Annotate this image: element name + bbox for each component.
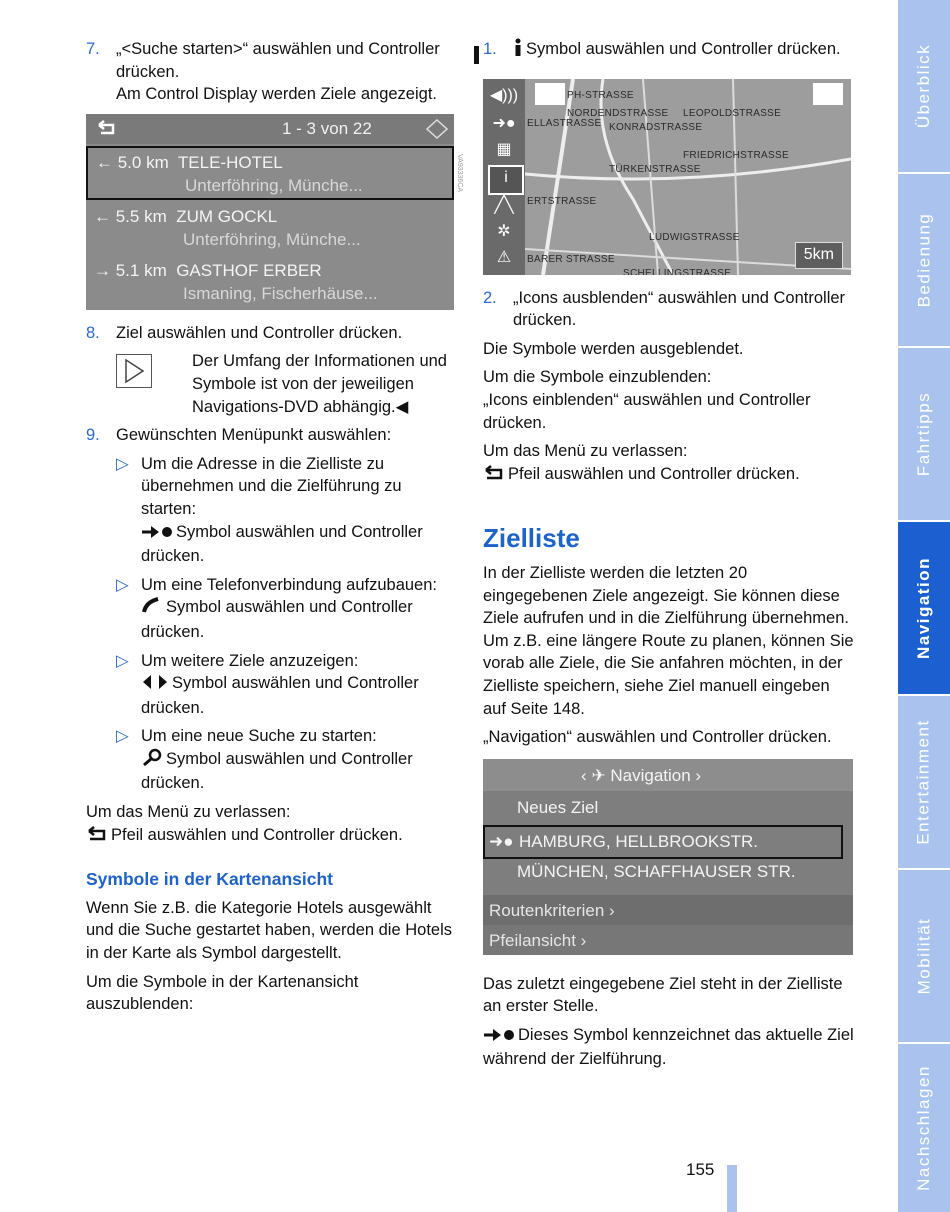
map-screenshot <box>483 79 851 275</box>
back-arrow-icon <box>483 465 505 488</box>
tab-mobilitaet[interactable]: Mobilität <box>898 870 950 1044</box>
step-7 <box>86 38 458 106</box>
route-icon[interactable]: ➜● <box>492 114 516 132</box>
note <box>116 350 458 418</box>
bullet-triangle-icon: ▷ <box>116 454 129 473</box>
section-heading: Zielliste <box>483 523 580 554</box>
navigation-menu-screenshot <box>483 759 853 955</box>
screen-header <box>86 114 454 144</box>
step-number: 8. <box>86 323 100 342</box>
destination-name: TELE-HOTEL <box>177 152 283 172</box>
map-scale: 5km <box>795 242 843 269</box>
destination-place: Ismaning, Fischerhäuse... <box>183 283 378 303</box>
page-number: 155 <box>686 1160 715 1179</box>
chapter-tabs <box>898 0 950 1212</box>
street-label: KONRADSTRASSE <box>609 121 703 133</box>
result-row-2[interactable] <box>86 202 454 256</box>
info-icon <box>513 38 523 63</box>
option-text: Um eine Telefonverbindung aufzubauen: <box>141 575 437 594</box>
step-8 <box>86 322 458 345</box>
option-action: Symbol auswählen und Controller drücken. <box>141 749 413 793</box>
step-text: Symbol auswählen und Controller drücken. <box>526 40 841 58</box>
bullet-triangle-icon: ▷ <box>116 651 129 670</box>
bullet-triangle-icon: ▷ <box>116 727 129 746</box>
step-text: Ziel auswählen und Controller drücken. <box>116 323 403 342</box>
option-text: Um die Adresse in die Zielliste zu übernehmen und die Zielführung zu starten: <box>141 454 402 518</box>
paragraph: „Navigation“ auswählen und Controller drücken. <box>483 728 832 747</box>
route-start-icon <box>141 523 173 546</box>
street-label: PH-STRASSE <box>567 89 634 101</box>
map-icon-bar <box>483 79 525 275</box>
street-label: LEOPOLDSTRASSE <box>683 107 782 119</box>
destination-name: GASTHOF ERBER <box>176 260 322 280</box>
destination-place: Unterföhring, Münche... <box>183 229 361 249</box>
paragraph: Die Symbole werden ausgeblendet. <box>483 339 744 358</box>
search-icon <box>141 748 163 773</box>
change-marker <box>474 46 479 64</box>
back-button[interactable] <box>535 83 565 105</box>
result-row-1[interactable] <box>86 146 454 200</box>
street-label: LUDWIGSTRASSE <box>649 231 740 243</box>
street-label: FRIEDRICHSTRASSE <box>683 149 789 161</box>
speaker-icon[interactable]: ◀))) <box>489 86 519 104</box>
step-text: Gewünschten Menüpunkt auswählen: <box>116 426 392 445</box>
compass-icon <box>426 119 448 146</box>
exit-instruction: Um das Menü zu verlassen: Pfeil auswählen und Controller drücken. <box>483 440 855 487</box>
menu-item-route-criteria[interactable]: Routenkriterien › <box>483 895 853 925</box>
menu-title: Navigation <box>610 765 691 785</box>
option-new-search <box>86 725 458 795</box>
destination-name: ZUM GOCKL <box>176 206 278 226</box>
poi-icon[interactable]: ✲ <box>497 222 511 240</box>
street-label: SCHELLINGSTRASSE <box>623 267 732 275</box>
tab-fahrtipps[interactable]: Fahrtipps <box>898 348 950 522</box>
compass-button[interactable] <box>813 83 843 105</box>
step-number: 7. <box>86 40 100 58</box>
paragraph: In der Zielliste werden die letzten 20 eingegebenen Ziele angezeigt. Sie können diese Ziele aufrufen und in die Zielführung übernehmen. Um z.B. eine längere Route zu planen, können Sie vorab alle Ziele, die Sie anfahren möchten, in der Zielliste speichern, siehe Ziel manuell eingeben auf Seite 148. <box>483 563 854 718</box>
result-row-3[interactable] <box>86 256 454 310</box>
destination-results-screenshot <box>86 114 463 310</box>
paragraph: Um die Symbole in der Kartenansicht auszublenden: <box>86 972 359 1014</box>
paragraph: Dieses Symbol kennzeichnet das aktuelle Ziel während der Zielführung. <box>483 1025 854 1069</box>
menu-item-arrow-view[interactable]: Pfeilansicht › <box>483 925 853 955</box>
step-1 <box>483 38 855 63</box>
option-adopt-address <box>86 453 458 568</box>
paragraph: Wenn Sie z.B. die Kategorie Hotels ausgewählt und die Suche gestartet haben, werden die Hotels in der Karte als Symbol dargestellt. <box>86 898 452 963</box>
map-view-icon[interactable]: ▦ <box>496 140 512 158</box>
screen-header: ‹ ✈ Navigation › <box>483 759 853 791</box>
option-text: Um eine neue Suche zu starten: <box>141 727 377 746</box>
note-icon <box>116 354 152 388</box>
step-subtext: Am Control Display werden Ziele angezeigt. <box>116 85 437 104</box>
menu-item-hamburg[interactable]: ➜● HAMBURG, HELLBROOKSTR. <box>483 825 843 859</box>
tab-ueberblick[interactable]: Überblick <box>898 0 950 174</box>
tab-nachschlagen[interactable]: Nachschlagen <box>914 1065 933 1191</box>
menu-item-muenchen[interactable]: MÜNCHEN, SCHAFFHAUSER STR. <box>517 861 796 881</box>
info-icon[interactable]: i <box>488 165 524 195</box>
option-phone <box>86 574 458 644</box>
warning-icon[interactable]: ⚠ <box>496 248 512 266</box>
step-9 <box>86 424 458 447</box>
route-start-icon <box>483 1026 515 1049</box>
option-action: Symbol auswählen und Controller drücken. <box>141 522 423 566</box>
exit-instruction: Um das Menü zu verlassen: Pfeil auswählen und Controller drücken. <box>86 801 458 848</box>
tab-entertainment[interactable]: Entertainment <box>898 696 950 870</box>
traffic-icon[interactable]: ╱╲ <box>494 196 514 214</box>
distance: → 5.1 km <box>94 260 167 280</box>
left-column <box>86 38 463 1022</box>
phone-icon <box>141 596 163 621</box>
right-column <box>483 38 855 1077</box>
distance: ← 5.5 km <box>94 206 167 226</box>
step-2 <box>483 287 855 332</box>
option-text: Um weitere Ziele anzuzeigen: <box>141 651 359 670</box>
section-subheading: Symbole in der Kartenansicht <box>86 869 334 890</box>
street-label: BARER STRASSE <box>527 253 615 265</box>
option-action: Symbol auswählen und Controller drücken. <box>141 598 413 641</box>
step-text: „Icons ausblenden“ auswählen und Controller drücken. <box>513 288 846 330</box>
paragraph: Das zuletzt eingegebene Ziel steht in der Zielliste an erster Stelle. <box>483 974 843 1016</box>
street-label: NORDENDSTRASSE <box>567 107 669 119</box>
option-action: Symbol auswählen und Controller drücken. <box>141 674 419 717</box>
menu-item-new-destination[interactable]: Neues Ziel <box>517 797 599 817</box>
tab-bedienung[interactable]: Bedienung <box>898 174 950 348</box>
back-arrow-icon <box>86 826 108 849</box>
step-number: 9. <box>86 426 100 445</box>
option-more-destinations <box>86 650 458 720</box>
distance: ← 5.0 km <box>96 152 169 172</box>
street-label: TÜRKENSTRASSE <box>609 163 701 175</box>
street-label: ERTSTRASSE <box>527 195 597 207</box>
page-marker-bar <box>727 1165 737 1212</box>
note-text: Der Umfang der Informationen und Symbole ist von der jeweiligen Navigations-DVD abhängig.◀ <box>192 352 447 416</box>
step-number: 2. <box>483 288 497 307</box>
left-right-arrows-icon <box>141 674 169 697</box>
bullet-triangle-icon: ▷ <box>116 575 129 594</box>
image-code: VA93336CA <box>456 153 463 192</box>
step-number: 1. <box>483 40 497 58</box>
step-text: „<Suche starten>“ auswählen und Controller drücken. <box>116 40 440 81</box>
street-label: ELLASTRASSE <box>527 117 602 129</box>
result-count: 1 - 3 von 22 <box>282 118 372 138</box>
destination-place: Unterföhring, Münche... <box>185 175 363 195</box>
tab-navigation[interactable]: Navigation <box>898 522 950 696</box>
back-arrow-icon <box>96 119 118 144</box>
paragraph: Um die Symbole einzublenden: „Icons einblenden“ auswählen und Controller drücken. <box>483 368 811 432</box>
